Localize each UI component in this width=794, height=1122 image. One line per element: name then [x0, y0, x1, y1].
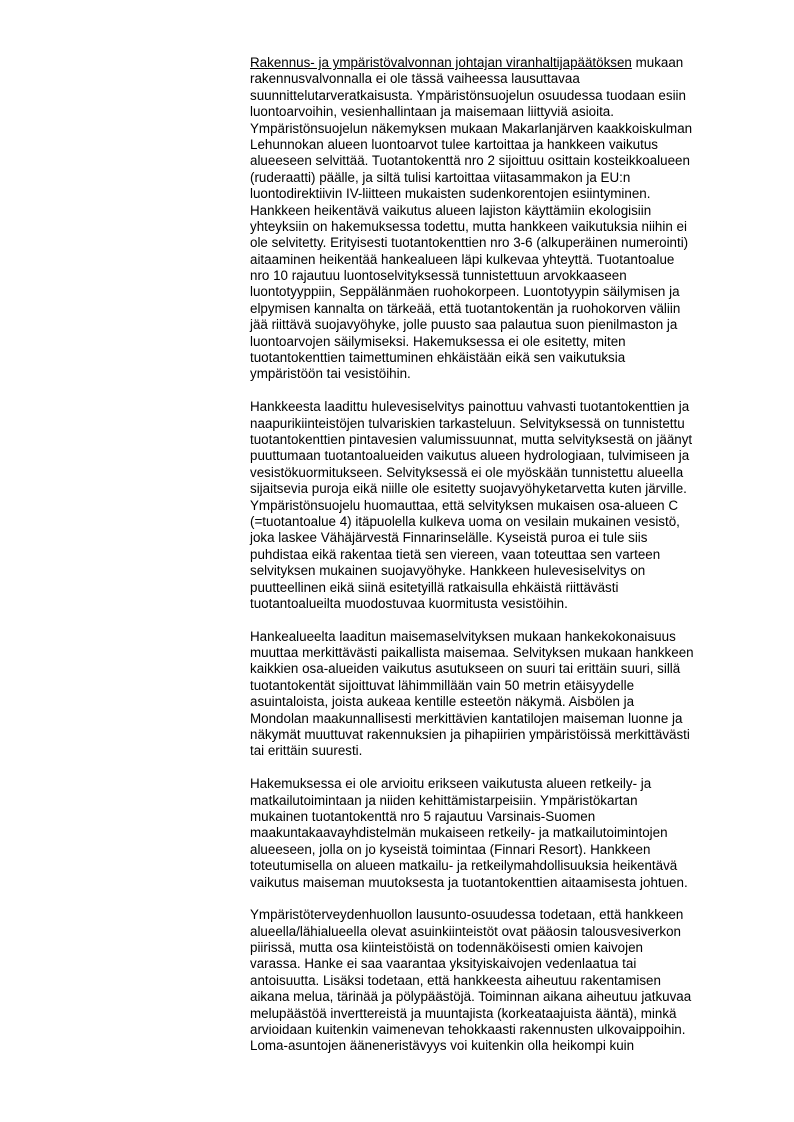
text-line: piirissä, mutta osa kiinteistöistä on todennäköisesti omien kaivojen — [250, 940, 643, 956]
text-line: muuttaa merkittävästi paikallista maisemaa. Selvityksen mukaan hankkeen — [250, 645, 694, 661]
text-line: alueeseen, jolla on jo kyseistä toimintaa (Finnari Resort). Hankkeen — [250, 841, 651, 857]
text-line: luontoarvoihin, vesienhallintaan ja maisemaan liittyviä asioita. — [250, 104, 614, 120]
text-line: yhteyksiin on hakemuksessa todettu, mutta hankkeen vaikutuksia niihin ei — [250, 218, 687, 234]
text-line: mukainen tuotantokenttä nro 5 rajautuu Varsinais-Suomen — [250, 808, 596, 824]
text-line: luontoarvojen säilymiseksi. Hakemuksessa ei ole esitetty, miten — [250, 333, 626, 349]
text-line: puutteellinen eikä siinä esitetyillä ratkaisulla ehkäistä riittävästi — [250, 579, 619, 595]
text-line: arvioidaan kuitenkin vaimenevan tehokkaasti rakennusten ulkovaippoihin. — [250, 1022, 686, 1038]
text-line: toteutumisella on alueen matkailu- ja retkeilymahdollisuuksia heikentävä — [250, 858, 678, 874]
text-line: Hakemuksessa ei ole arvioitu erikseen vaikutusta alueen retkeily- ja — [250, 776, 652, 792]
paragraph-environmental-health — [250, 907, 750, 1055]
text-line: Ympäristöterveydenhuollon lausunto-osuudessa todetaan, että hankkeen — [250, 907, 684, 923]
text-line: Hankkeesta laadittu hulevesiselvitys painottuu vahvasti tuotantokenttien ja — [250, 399, 690, 415]
text-line: tuotantokenttien taimettuminen ehkäistään eikä sen vaikutuksia — [250, 350, 626, 366]
text-line: alueella/lähialueella olevat asuinkiinteistöt ovat pääosin talousvesiverkon — [250, 923, 682, 939]
paragraph-decision-summary — [250, 55, 750, 383]
text-line: ympäristöön tai vesistöihin. — [250, 366, 411, 382]
text-line: selvityksen mukainen suojavyöhyke. Hankkeen hulevesiselvitys on — [250, 563, 646, 579]
text-line: jää riittävä suojavyöhyke, jolle puusto saa palautua suon pienilmaston ja — [250, 317, 678, 333]
text-line: puhdistaa eikä rakentaa tietä sen viereen, vaan toteuttaa sen varteen — [250, 546, 661, 562]
text-line: rakennusvalvonnalla ei ole tässä vaiheessa lausuttavaa — [250, 71, 580, 87]
text-line: (ruderaatti) päälle, ja siltä tulisi kartoittaa viitasammakon ja EU:n — [250, 169, 631, 185]
text-line: Ympäristönsuojelun näkemyksen mukaan Makarlanjärven kaakkoiskulman — [250, 120, 693, 136]
text-line: Loma-asuntojen ääneneristävyys voi kuitenkin olla heikompi kuin — [250, 1038, 635, 1054]
text-line: vaikutus maiseman muutoksesta ja tuotantokenttien aitaamisesta johtuen. — [250, 874, 688, 890]
text-line: Ympäristönsuojelu huomauttaa, että selvityksen mukaisen osa-alueen C — [250, 497, 678, 513]
text-line: (=tuotantoalue 4) itäpuolella kulkeva uoma on vesilain mukainen vesistö, — [250, 513, 680, 529]
underlined-reference: Rakennus- ja ympäristövalvonnan johtajan viranhaltijapäätöksen — [250, 55, 632, 70]
text-line: kaikkien osa-alueiden vaikutus asutukseen on suuri tai erittäin suuri, sillä — [250, 661, 681, 677]
text-line: Mondolan maakunnallisesti merkittävien kantatilojen maiseman luonne ja — [250, 710, 683, 726]
paragraph-landscape — [250, 629, 750, 760]
text-line: nro 10 rajautuu luontoselvityksessä tunnistettuun arvokkaaseen — [250, 268, 627, 284]
text-line: sijaitsevia puroja eikä niille ole esitetty suojavyöhyketarvetta kuten järville. — [250, 481, 687, 497]
text-line: asuintaloista, joista aukeaa kentille esteetön näkymä. Aisbölen ja — [250, 694, 635, 710]
text-line: Lehunnokan alueen luontoarvot tulee kartoittaa ja hankkeen vaikutus — [250, 136, 658, 152]
text-line: varassa. Hanke ei saa vaarantaa yksityiskaivojen vedenlaatua tai — [250, 956, 637, 972]
text-line: Hankealueelta laaditun maisemaselvityksen mukaan hankekokonaisuus — [250, 628, 676, 644]
text-line: aikana melua, tärinää ja pölypäästöjä. Toiminnan aikana aiheutuu jatkuvaa — [250, 989, 692, 1005]
text-line: tai erittäin suuresti. — [250, 743, 363, 759]
text-line: joka laskee Vähäjärvestä Finnarinselälle. Kyseistä puroa ei tule siis — [250, 530, 648, 546]
text-line: tuotantokentät sijoittuvat lähimmillään vain 50 metrin etäisyydelle — [250, 677, 635, 693]
text-line: Hankkeen heikentävä vaikutus alueen lajiston käyttämiin ekologisiin — [250, 202, 652, 218]
text-line: naapurikiinteistöjen tulvariskien tarkasteluun. Selvityksessä on tunnistettu — [250, 415, 685, 431]
text-line: tuotantokenttien pintavesien valumissuunnat, mutta selvityksestä on jäänyt — [250, 431, 693, 447]
text-line: antoisuutta. Lisäksi todetaan, että hankkeesta aiheutuu rakentamisen — [250, 972, 661, 988]
text-line: elpymisen kannalta on tärkeää, että tuotantokentän ja ruohokorven väliin — [250, 300, 681, 316]
text-line: ole selvitetty. Erityisesti tuotantokenttien nro 3-6 (alkuperäinen numerointi) — [250, 235, 689, 251]
text-line: melupäästöä inverttereistä ja muuntajista (korkeataajuista ääntä), minkä — [250, 1005, 677, 1021]
text-line: alueeseen selvittää. Tuotantokenttä nro 2 sijoittuu osittain kosteikkoalueen — [250, 153, 690, 169]
text-line: suunnittelutarveratkaisusta. Ympäristönsuojelun osuudessa tuodaan esiin — [250, 87, 686, 103]
text-line: puuttumaan tuotantoalueiden vaikutus alueen hydrologiaan, tulvimiseen ja — [250, 448, 690, 464]
text-line: näkymät muuttuvat rakennuksien ja pihapiirien ympäristöissä merkittävästi — [250, 727, 690, 743]
text-line: luontotyyppiin, Seppälänmäen ruohokorpeen. Luontotyypin säilymisen ja — [250, 284, 680, 300]
text-line: vesistökuormitukseen. Selvityksessä ei ole myöskään tunnistettu alueella — [250, 464, 684, 480]
text-line: matkailutoimintaan ja niiden kehittämistarpeisiin. Ympäristökartan — [250, 792, 638, 808]
paragraph-stormwater — [250, 399, 750, 612]
document-page — [250, 55, 750, 1071]
paragraph-tourism — [250, 776, 750, 891]
text-line: tuotantoalueilta muodostuvaa kuormitusta vesistöihin. — [250, 595, 568, 611]
text-line: Rakennus- ja ympäristövalvonnan johtajan viranhaltijapäätöksen mukaan — [250, 55, 684, 70]
text-line: luontodirektiivin IV-liitteen mukaisten sudenkorentojen esiintyminen. — [250, 186, 651, 202]
text-line: maakuntakaavayhdistelmän mukaiseen retkeily- ja matkailutoimintojen — [250, 825, 668, 841]
text-line: aitaaminen heikentää hankealueen läpi kulkevaa yhteyttä. Tuotantoalue — [250, 251, 675, 267]
